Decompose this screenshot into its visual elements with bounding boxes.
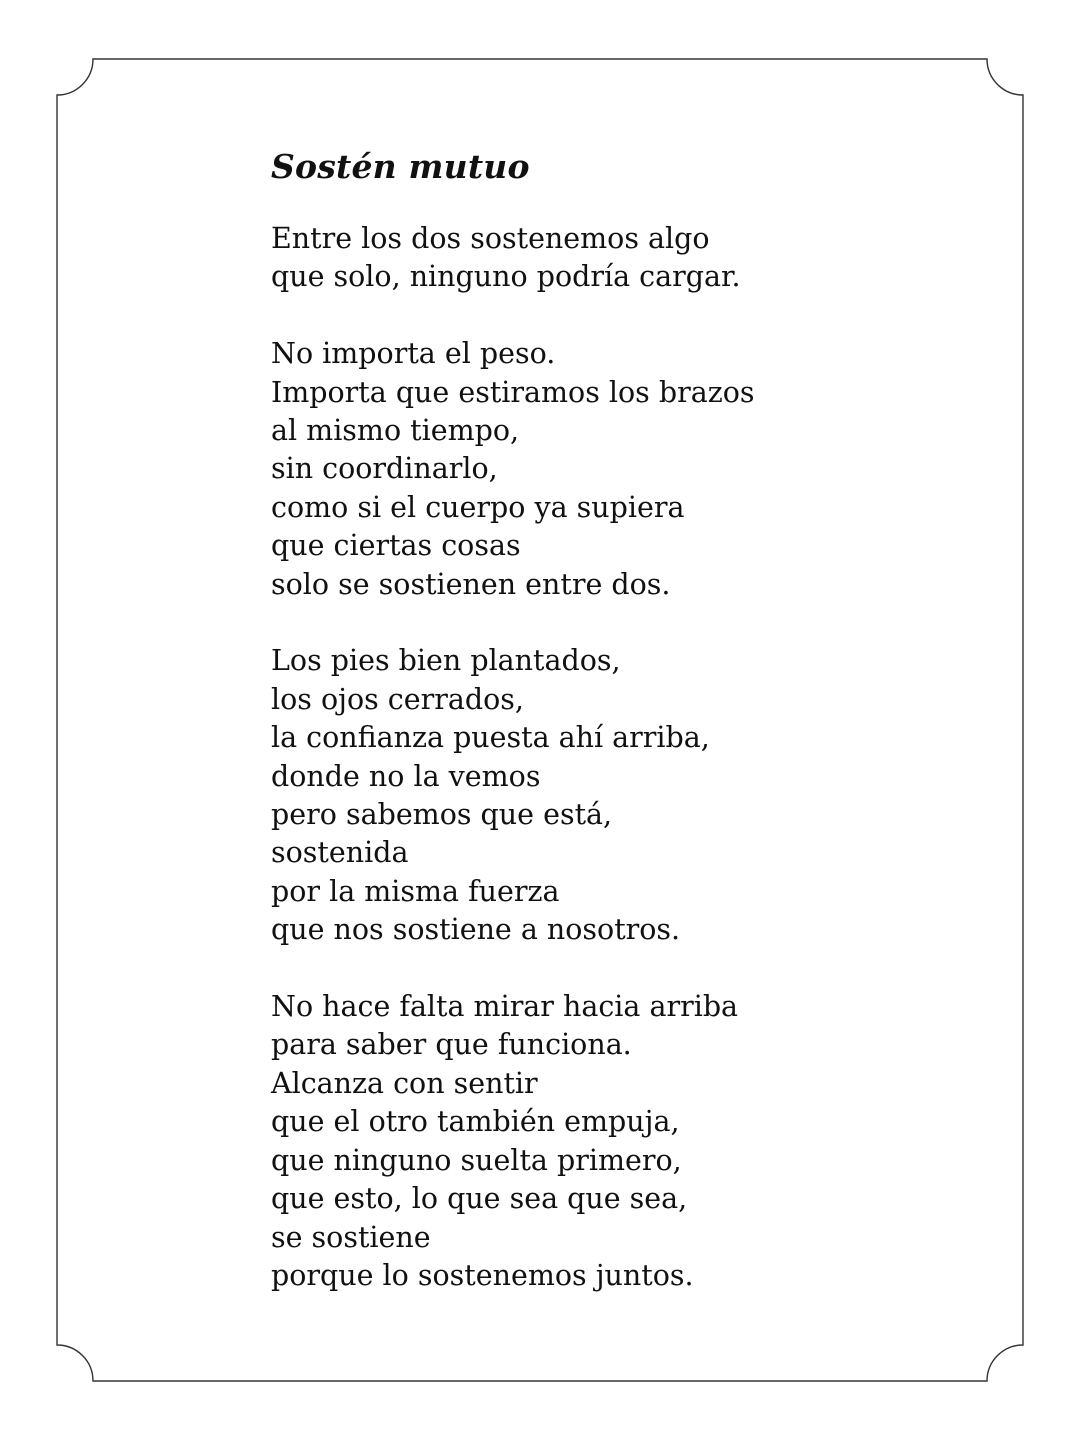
- stanza-2: [271, 335, 991, 604]
- poem-line: para saber que funciona.: [271, 1028, 632, 1062]
- poem-line: sin coordinarlo,: [271, 452, 498, 486]
- poem-line: pero sabemos que está,: [271, 798, 613, 832]
- poem-line: se sostiene: [271, 1220, 431, 1254]
- poem-line: que esto, lo que sea que sea,: [271, 1182, 688, 1216]
- poem-line: los ojos cerrados,: [271, 682, 524, 716]
- poem-line: Los pies bien plantados,: [271, 644, 621, 678]
- poem-line: Entre los dos sostenemos algo: [271, 222, 710, 255]
- poem-line: No hace falta mirar hacia arriba: [271, 990, 739, 1024]
- poem-line: que ciertas cosas: [271, 529, 521, 563]
- stanza-3: [271, 642, 991, 949]
- poem-line: porque lo sostenemos juntos.: [271, 1258, 694, 1292]
- poem-line: que el otro también empuja,: [271, 1105, 680, 1139]
- poem-line: la confianza puesta ahí arriba,: [271, 721, 710, 755]
- stanza-1: [271, 220, 991, 297]
- poem-line: que solo, ninguno podría cargar.: [271, 260, 741, 294]
- poem-line: por la misma fuerza: [271, 874, 560, 908]
- poem-line: Importa que estiramos los brazos: [271, 375, 755, 409]
- poem-line: como si el cuerpo ya supiera: [271, 490, 685, 524]
- stanza-4: [271, 988, 991, 1295]
- poem-title: Sostén mutuo: [271, 147, 530, 186]
- poem-line: que ninguno suelta primero,: [271, 1143, 682, 1177]
- poem-line: solo se sostienen entre dos.: [271, 567, 671, 601]
- poem-line: que nos sostiene a nosotros.: [271, 913, 681, 947]
- poem-line: donde no la vemos: [271, 759, 541, 793]
- poem-line: sostenida: [271, 836, 409, 870]
- poem-line: al mismo tiempo,: [271, 414, 520, 448]
- poem: [271, 143, 991, 1295]
- poem-line: No importa el peso.: [271, 337, 556, 371]
- poem-line: Alcanza con sentir: [271, 1066, 538, 1100]
